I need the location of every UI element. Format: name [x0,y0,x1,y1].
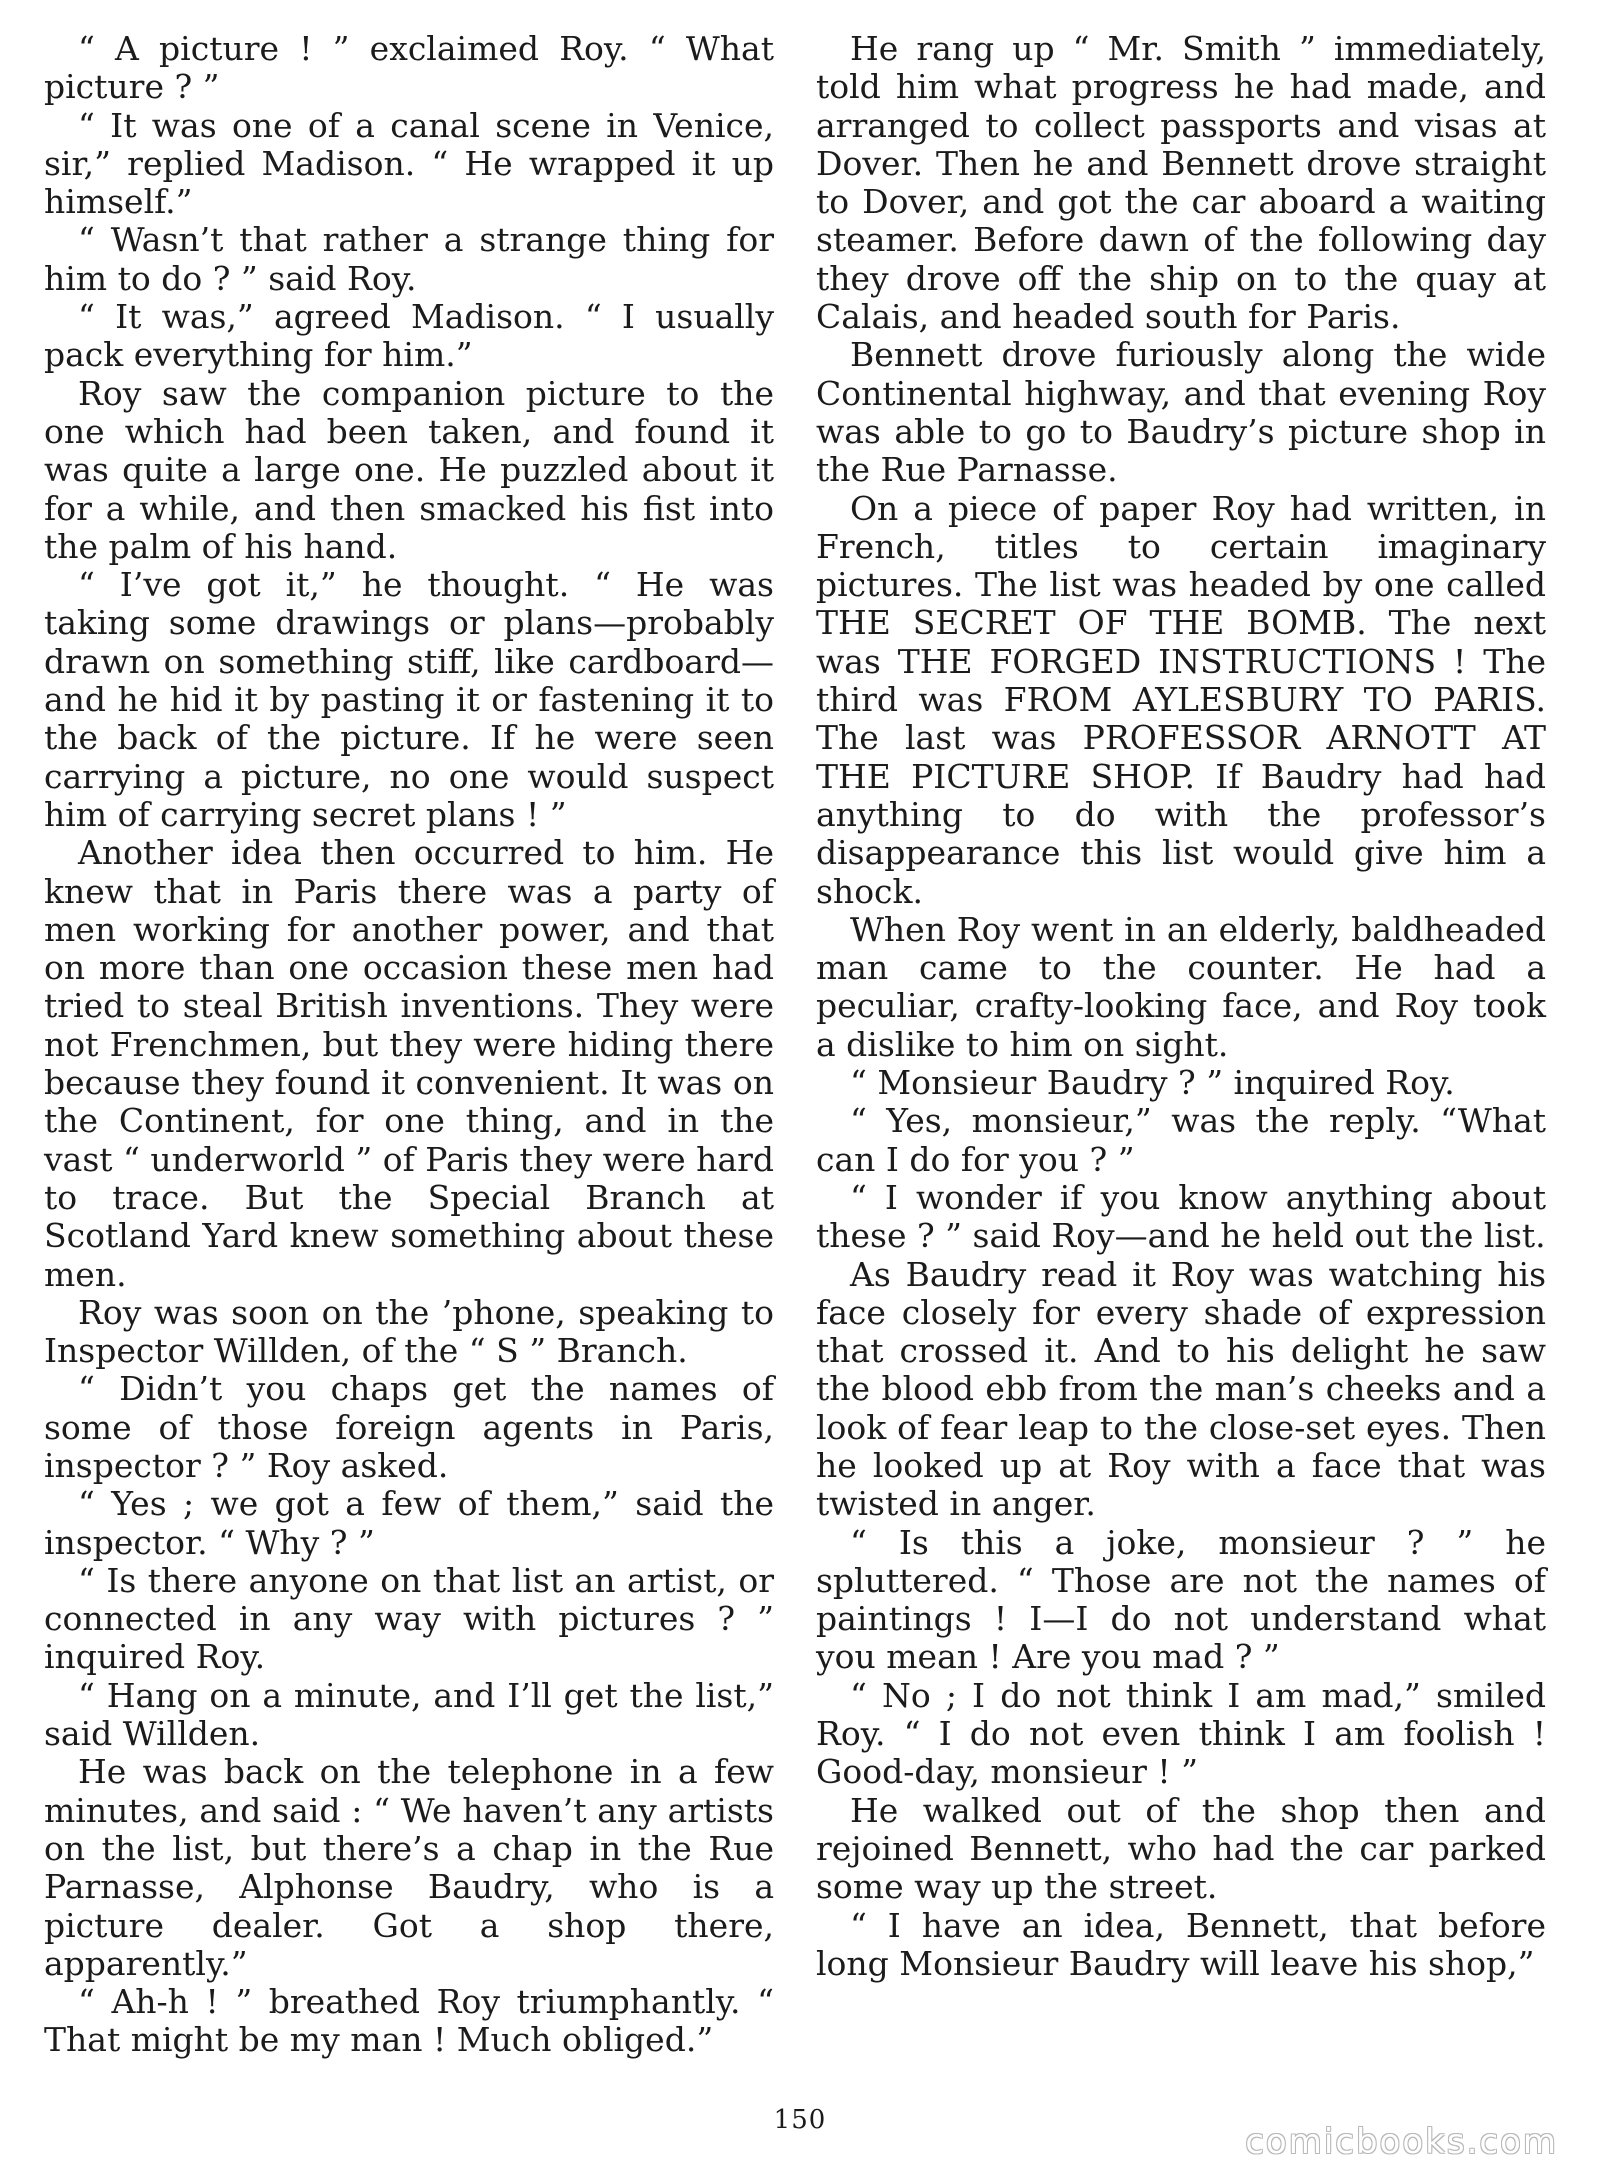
paragraph: When Roy went in an elderly, baldheaded man came to the counter. He had a peculiar, crafty-looking face, and Roy took a dislike to him on sight. [816,909,1546,1064]
paragraph: “ Hang on a minute, and I’ll get the list,” said Willden. [44,1675,774,1754]
paragraph: Roy saw the companion picture to the one which had been taken, and found it was quite a large one. He puzzled about it for a while, and then smacked his fist into the palm of his hand. [44,373,774,566]
paragraph: “ Monsieur Baudry ? ” inquired Roy. [850,1063,1455,1103]
paragraph: “ It was,” agreed Madison. “ I usually pack everything for him.” [44,297,774,375]
paragraph: On a piece of paper Roy had written, in French, titles to certain imaginary pictures. The list was headed by one called THE SECRET OF THE BOMB. The next was THE FORGED INSTRUCTIONS ! The third was FROM AYLESBURY TO PARIS. The last was PROFESSOR ARNOTT AT THE PICTURE SHOP. If Baudry had had anything to do with the professor’s disappearance this list would give him a shock. [816,488,1546,911]
paragraph: “ Didn’t you chaps get the names of some of those foreign agents in Paris, inspector ? ” Roy asked. [44,1369,774,1485]
right-text-column [816,30,1546,1983]
paragraph: He rang up “ Mr. Smith ” immediately, told him what progress he had made, and arranged to collect passports and visas at Dover. Then he and Bennett drove straight to Dover, and got the car aboard a waiting steamer. Before dawn of the following day they drove off the ship on to the quay at Calais, and headed south for Paris. [816,29,1546,337]
paragraph: As Baudry read it Roy was watching his face closely for every shade of expression that crossed it. And to his delight he saw the blood ebb from the man’s cheeks and a look of fear leap to the close-set eyes. Then he looked up at Roy with a face that was twisted in anger. [816,1254,1546,1524]
paragraph: “ No ; I do not think I am mad,” smiled Roy. “ I do not even think I am foolish ! Good-day, monsieur ! ” [816,1675,1546,1792]
paragraph: He walked out of the shop then and rejoined Bennett, who had the car parked some way up the street. [816,1790,1546,1907]
page-number: 150 [773,2105,827,2135]
paragraph: Roy was soon on the ’phone, speaking to Inspector Willden, of the “ S ” Branch. [44,1292,774,1371]
paragraph: “ Wasn’t that rather a strange thing for him to do ? ” said Roy. [44,220,774,298]
paragraph: “ Yes ; we got a few of them,” said the inspector. “ Why ? ” [44,1484,774,1562]
paragraph: “ Yes, monsieur,” was the reply. “What can I do for you ? ” [816,1101,1546,1179]
paragraph: “ Is there anyone on that list an artist, or connected in any way with pictures ? ” inquired Roy. [44,1560,774,1677]
paragraph: Bennett drove furiously along the wide Continental highway, and that evening Roy was able to go to Baudry’s picture shop in the Rue Parnasse. [816,335,1546,490]
watermark: comicbooks.com [1245,2122,1558,2162]
paragraph: “ A picture ! ” exclaimed Roy. “ What picture ? ” [44,29,774,107]
paragraph: “ Ah-h ! ” breathed Roy triumphantly. “ That might be my man ! Much obliged.” [44,1982,774,2060]
paragraph: “ It was one of a canal scene in Venice, sir,” replied Madison. “ He wrapped it up himself.” [44,105,774,222]
paragraph: “ I’ve got it,” he thought. “ He was taking some drawings or plans—probably drawn on something stiff, like cardboard—and he hid it by pasting it or fastening it to the back of the picture. If he were seen carrying a picture, no one would suspect him of carrying secret plans ! ” [44,565,774,834]
paragraph: He was back on the telephone in a few minutes, and said : “ We haven’t any artists on the list, but there’s a chap in the Rue Parnasse, Alphonse Baudry, who is a picture dealer. Got a shop there, apparently.” [44,1752,774,1983]
paragraph: Another idea then occurred to him. He knew that in Paris there was a party of men working for another power, and that on more than one occasion these men had tried to steal British inventions. They were not Frenchmen, but they were hiding there because they found it convenient. It was on the Continent, for one thing, and in the vast “ underworld ” of Paris they were hard to trace. But the Special Branch at Scotland Yard knew something about these men. [44,833,775,1294]
paragraph: “ I wonder if you know anything about these ? ” said Roy—and he held out the list. [816,1177,1546,1256]
left-text-column [44,30,774,2060]
paragraph: “ Is this a joke, monsieur ? ” he spluttered. “ Those are not the names of paintings ! I—I do not understand what you mean ! Are you mad ? ” [816,1522,1546,1677]
paragraph: “ I have an idea, Bennett, that before long Monsieur Baudry will leave his shop,” [816,1905,1546,1983]
